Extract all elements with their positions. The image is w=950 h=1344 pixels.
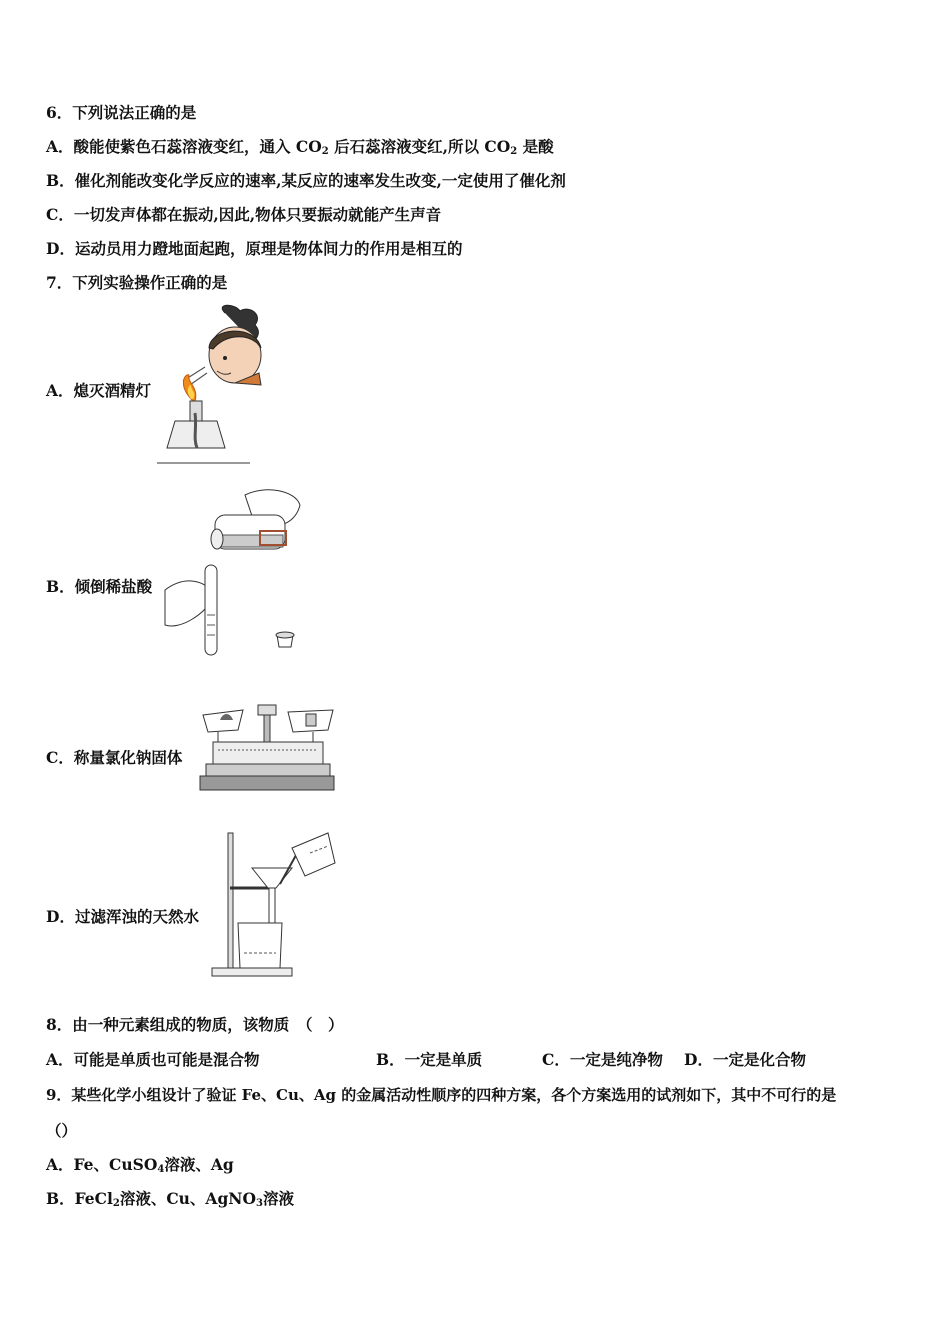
- q9-option-b: [46, 1189, 294, 1214]
- q7-stem: 7．下列实验操作正确的是: [46, 273, 228, 292]
- q7-option-d: D．过滤浑浊的天然水: [46, 907, 199, 926]
- balance-weighing-figure: [198, 700, 338, 798]
- q6-a-text-1: A．酸能使紫色石蕊溶液变红，通入 CO: [46, 137, 322, 156]
- q8-option-a: A．可能是单质也可能是混合物: [46, 1050, 260, 1069]
- q9-b-sub-1: 2: [112, 1198, 120, 1209]
- q8-option-c: C．一定是纯净物: [542, 1050, 663, 1069]
- q6-stem: 6．下列说法正确的是: [46, 103, 197, 122]
- q9-a-sub: 4: [157, 1164, 165, 1175]
- q9-b-text-2: 溶液、Cu、AgNO: [119, 1189, 256, 1208]
- q6-a-text-2: 后石蕊溶液变红,所以 CO: [328, 137, 511, 156]
- q8-stem: 8．由一种元素组成的物质，该物质 （ ）: [46, 1015, 344, 1034]
- q9-a-text-1: A．Fe、CuSO: [46, 1155, 158, 1174]
- q7-option-b: B．倾倒稀盐酸: [46, 577, 153, 596]
- q6-option-d: D．运动员用力蹬地面起跑，原理是物体间力的作用是相互的: [46, 239, 463, 258]
- q8-option-d: D．一定是化合物: [684, 1050, 806, 1069]
- q9-b-text-1: B．FeCl: [46, 1189, 113, 1208]
- q6-a-sub-2: 2: [510, 146, 518, 157]
- q7-option-a: A．熄灭酒精灯: [46, 381, 152, 400]
- q9-a-text-2: 溶液、Ag: [164, 1155, 234, 1174]
- q9-stem: 9．某些化学小组设计了验证 Fe、Cu、Ag 的金属活动性顺序的四种方案，各个方案选用的试剂如下，其中不可行的是: [46, 1086, 837, 1104]
- alcohol-lamp-blowing-figure: [155, 303, 270, 468]
- q6-option-c: C．一切发声体都在振动,因此,物体只要振动就能产生声音: [46, 205, 442, 224]
- q8-option-b: B．一定是单质: [376, 1050, 483, 1069]
- q9-option-a: [46, 1155, 234, 1180]
- q9-paren: （）: [46, 1121, 78, 1140]
- q7-option-c: C．称量氯化钠固体: [46, 748, 183, 767]
- q9-b-text-3: 溶液: [262, 1189, 294, 1208]
- q6-a-sub-1: 2: [321, 146, 329, 157]
- q6-option-a: [46, 137, 554, 162]
- filtration-figure: [210, 828, 340, 980]
- q9-b-sub-2: 3: [255, 1198, 263, 1209]
- q6-a-text-3: 是酸: [517, 137, 554, 156]
- pouring-acid-figure: [155, 485, 305, 660]
- q6-option-b: B．催化剂能改变化学反应的速率,某反应的速率发生改变,一定使用了催化剂: [46, 171, 566, 190]
